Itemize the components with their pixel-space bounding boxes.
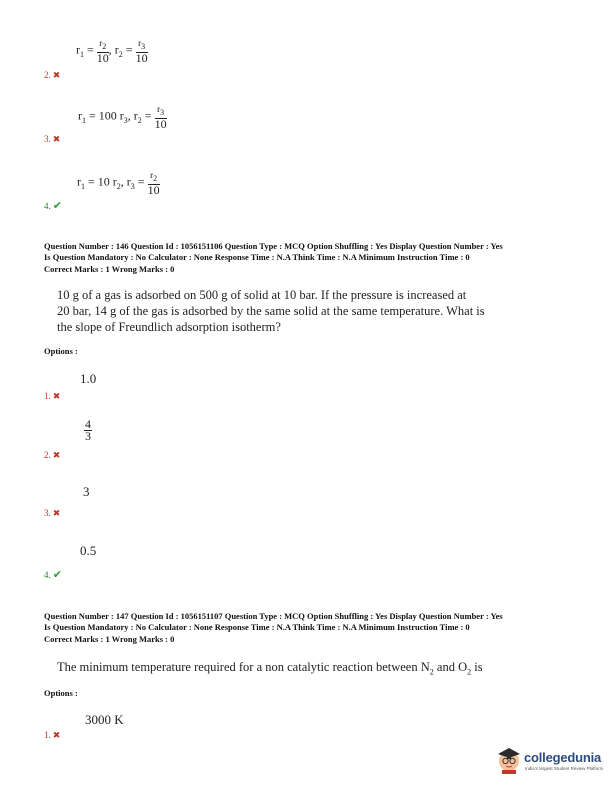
q146-option-2-number: 2. ✖	[44, 450, 61, 460]
q147-marks: Correct Marks : 1 Wrong Marks : 0	[44, 634, 175, 644]
prev-option-3-number: 3. ✖	[44, 134, 61, 144]
q146-option-2-value: $\frac{4}{3}$	[85, 417, 91, 443]
prev-option-4-number: 4. ✔	[44, 200, 62, 212]
q146-option-4-number: 4. ✔	[44, 569, 62, 581]
brand-mascot-icon	[496, 744, 522, 774]
wrong-mark-icon: ✖	[52, 730, 61, 740]
q146-option-1-value: 1.0	[80, 371, 97, 386]
wrong-mark-icon: ✖	[52, 391, 61, 401]
brand-logo	[496, 744, 608, 776]
q146-marks: Correct Marks : 1 Wrong Marks : 0	[44, 264, 175, 274]
q146-header-line2: Is Question Mandatory : No Calculator : None Response Time : N.A Think Time : N.A Minimum Instruction Time : 0	[44, 252, 470, 262]
q147-options-label: Options :	[44, 688, 78, 698]
wrong-mark-icon: ✖	[52, 134, 61, 144]
prev-option-1-formula: $r_1$ = $\frac{r_2}{10}$ , $r_2$ = $\frac{r_3}{10}$	[76, 38, 148, 65]
q146-options-label: Options :	[44, 346, 78, 356]
q146-option-1-number: 1. ✖	[44, 391, 61, 401]
q147-option-1-value: 3000 K	[85, 712, 124, 727]
brand-name: collegedunia	[524, 750, 602, 765]
q147-header-line1: Question Number : 147 Question Id : 1056151107 Question Type : MCQ Option Shuffling : Yes Display Question Number : Yes	[44, 611, 503, 621]
q146-header-line1: Question Number : 146 Question Id : 1056151106 Question Type : MCQ Option Shuffling : Yes Display Question Number : Yes	[44, 241, 503, 251]
q147-option-1-number: 1. ✖	[44, 730, 61, 740]
prev-option-3-formula: $r_1 = 10$ $r_2$, $r_3$ = $\frac{r_2}{10}$	[77, 170, 160, 197]
wrong-mark-icon: ✖	[52, 508, 61, 518]
q146-option-4-value: 0.5	[80, 543, 97, 558]
wrong-mark-icon: ✖	[52, 70, 61, 80]
q147-text: The minimum temperature required for a non catalytic reaction between $N_2$ and $O_2$ is	[57, 660, 483, 677]
q146-text: 10 g of a gas is adsorbed on 500 g of solid at 10 bar. If the pressure is increased at 20 bar, 14 g of the gas is adsorbed by the same solid at the same temperature. What is the slope of Freundlich adsorption isotherm?	[57, 288, 485, 334]
q146-option-3-value: 3	[83, 484, 90, 499]
correct-mark-icon: ✔	[52, 200, 62, 212]
q146-option-3-number: 3. ✖	[44, 508, 61, 518]
prev-option-2-formula: $r_1 = 100$ $r_3$, $r_2$ = $\frac{r_3}{10}$	[78, 104, 167, 131]
wrong-mark-icon: ✖	[52, 450, 61, 460]
brand-tagline: India's largest Student Review Platform	[525, 766, 604, 771]
correct-mark-icon: ✔	[52, 569, 62, 581]
q147-header-line2: Is Question Mandatory : No Calculator : None Response Time : N.A Think Time : N.A Minimum Instruction Time : 0	[44, 622, 470, 632]
prev-option-2-number: 2. ✖	[44, 70, 61, 80]
